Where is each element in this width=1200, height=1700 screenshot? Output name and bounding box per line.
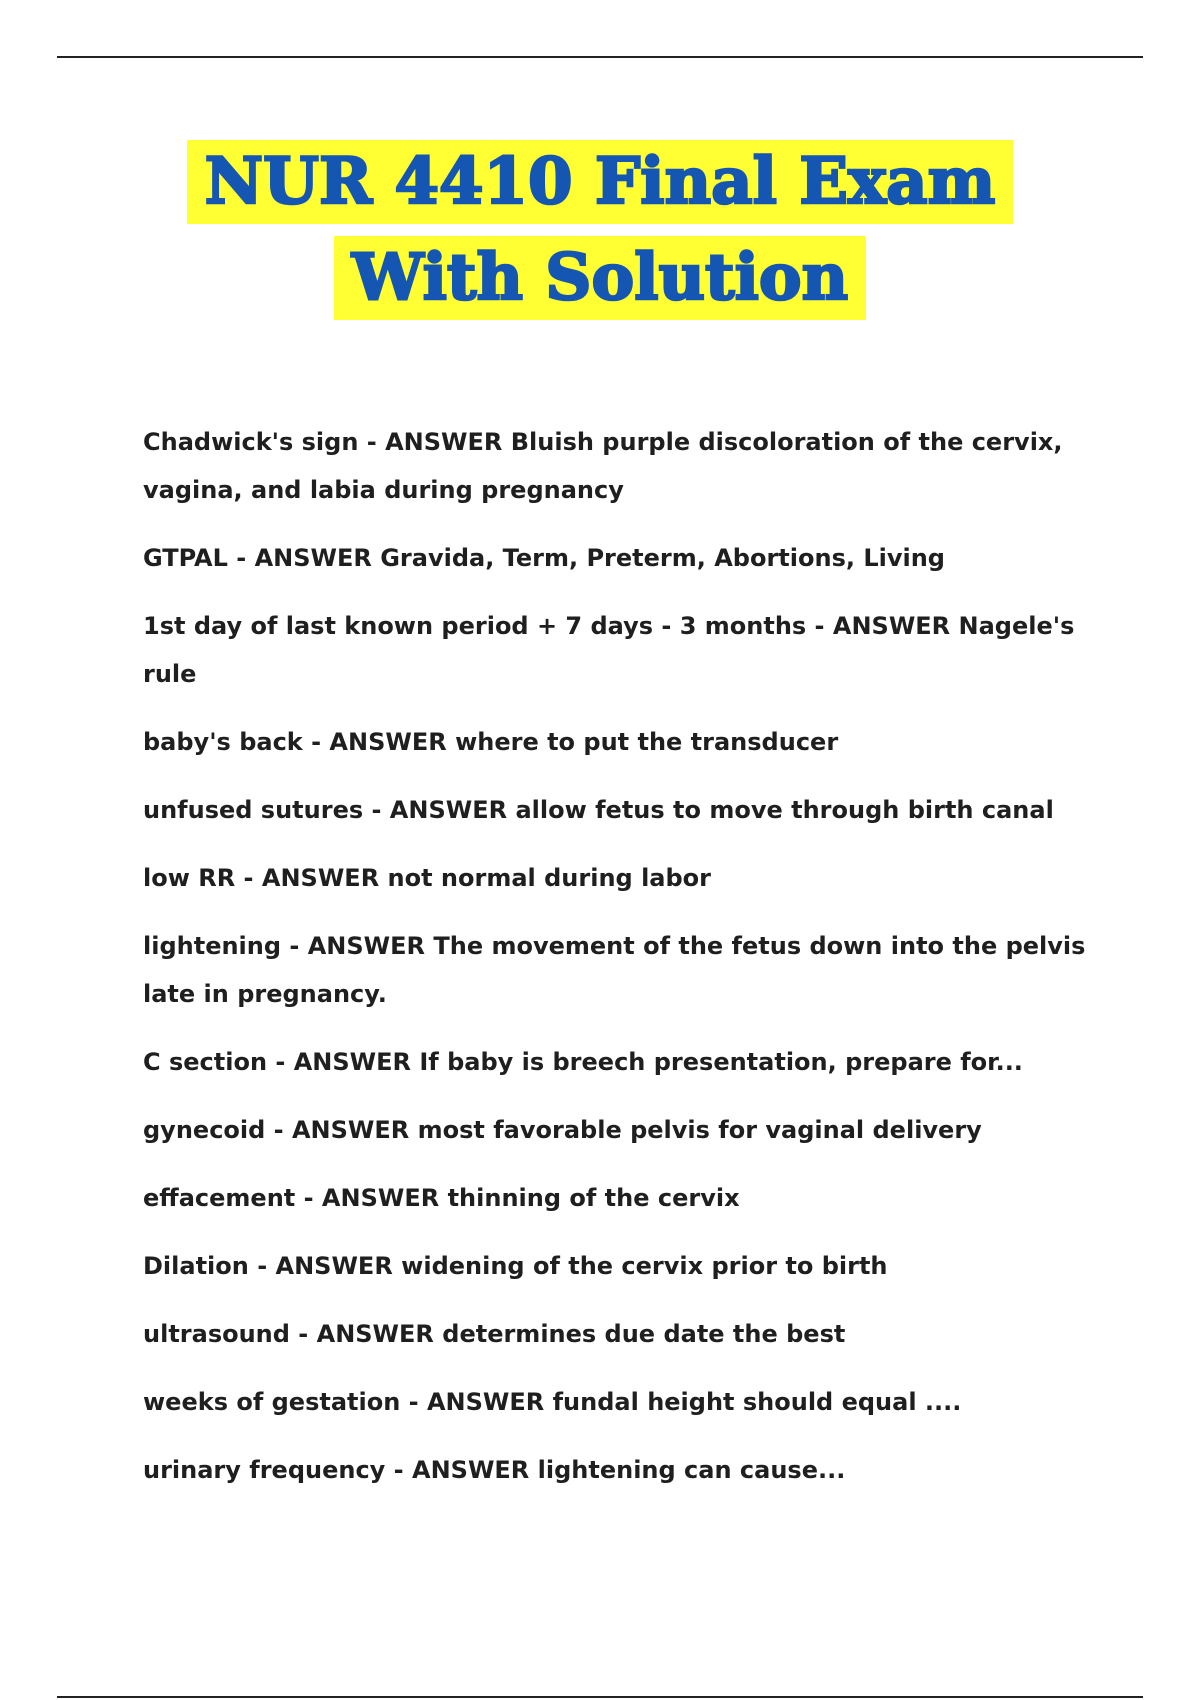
qa-item: ultrasound - ANSWER determines due date the best [143, 1320, 846, 1348]
qa-item: urinary frequency - ANSWER lightening can cause... [143, 1456, 846, 1484]
top-divider [57, 56, 1143, 58]
qa-item: lightening - ANSWER The movement of the fetus down into the pelvis late in pregnancy. [143, 932, 1086, 1008]
qa-list [143, 418, 1103, 1514]
qa-item: low RR - ANSWER not normal during labor [143, 864, 711, 892]
title-line-2: With Solution [334, 236, 866, 320]
qa-item: effacement - ANSWER thinning of the cervix [143, 1184, 740, 1212]
qa-item: baby's back - ANSWER where to put the transducer [143, 728, 839, 756]
qa-item: GTPAL - ANSWER Gravida, Term, Preterm, Abortions, Living [143, 544, 945, 572]
qa-item: Dilation - ANSWER widening of the cervix prior to birth [143, 1252, 888, 1280]
qa-item: Chadwick's sign - ANSWER Bluish purple discoloration of the cervix, vagina, and labia during pregnancy [143, 428, 1063, 504]
qa-item: unfused sutures - ANSWER allow fetus to move through birth canal [143, 796, 1054, 824]
qa-item: gynecoid - ANSWER most favorable pelvis for vaginal delivery [143, 1116, 982, 1144]
bottom-divider [57, 1696, 1143, 1698]
qa-item: C section - ANSWER If baby is breech presentation, prepare for... [143, 1048, 1023, 1076]
title-line-1: NUR 4410 Final Exam [187, 140, 1014, 224]
qa-item: 1st day of last known period + 7 days - 3 months - ANSWER Nagele's rule [143, 612, 1075, 688]
qa-item: weeks of gestation - ANSWER fundal height should equal .... [143, 1388, 962, 1416]
document-title [0, 140, 1200, 320]
